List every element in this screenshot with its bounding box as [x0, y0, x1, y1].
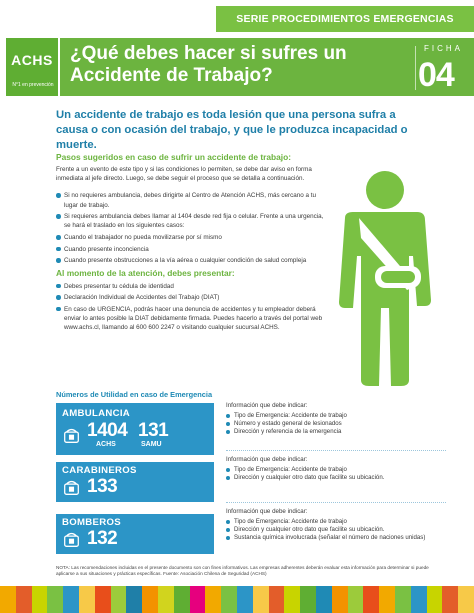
footnote: NOTA: Las recomendaciones incluidas en el presente documento son con fines informativos. Las empresas adherentes deberán evaluar esta información para determinar si puede aplicarse a sus situaciones y prácticas específicas. Fuente: Asociación Chilena de Seguridad (ACHS)	[56, 565, 429, 577]
injured-person-icon	[325, 168, 445, 388]
divider	[226, 450, 446, 451]
decorative-stripe	[0, 586, 474, 613]
list-item: Debes presentar tu cédula de identidad	[56, 282, 324, 291]
steps-heading: Pasos sugeridos en caso de sufrir un accidente de trabajo:	[56, 152, 292, 162]
bullet-icon	[56, 307, 61, 312]
steps-section	[56, 152, 324, 335]
firefighters-label: BOMBEROS	[62, 517, 121, 528]
list-item: Tipo de Emergencia: Accidente de trabajo	[226, 518, 446, 526]
bullet-icon	[56, 247, 61, 252]
phone-icon	[63, 479, 80, 496]
page-title: ¿Qué debes hacer si sufres un Accidente de Trabajo?	[70, 43, 347, 86]
list-item: Número y estado general de lesionados	[226, 420, 446, 428]
bullet-icon	[56, 258, 61, 263]
bullet-icon	[226, 422, 230, 426]
phone-number[interactable]: 1404	[87, 420, 128, 441]
info-list	[226, 518, 446, 543]
ambulance-card	[56, 403, 214, 455]
police-info	[226, 456, 446, 482]
phone-sublabel: SAMU	[141, 441, 162, 448]
steps-list	[56, 191, 324, 265]
bullet-icon	[226, 536, 230, 540]
list-item: Tipo de Emergencia: Accidente de trabajo	[226, 466, 446, 474]
bullet-icon	[56, 235, 61, 240]
police-card	[56, 462, 214, 502]
series-band	[216, 6, 474, 32]
bullet-icon	[226, 528, 230, 532]
info-list	[226, 412, 446, 437]
numbers-heading: Números de Utilidad en caso de Emergencia	[56, 390, 213, 399]
phone-number[interactable]: 133	[87, 476, 118, 497]
ambulance-info	[226, 402, 446, 437]
police-label: CARABINEROS	[62, 465, 137, 476]
list-item: Declaración Individual de Accidentes del Trabajo (DIAT)	[56, 293, 324, 302]
info-heading: Información que debe indicar:	[226, 456, 308, 463]
page-header	[60, 38, 474, 96]
phone-icon	[63, 531, 80, 548]
info-heading: Información que debe indicar:	[226, 402, 308, 409]
attention-heading: Al momento de la atención, debes presentar:	[56, 267, 235, 278]
phone-sublabel: ACHS	[96, 441, 116, 448]
series-title: SERIE PROCEDIMIENTOS EMERGENCIAS	[236, 13, 454, 25]
header-divider	[415, 46, 416, 90]
list-item: Cuando el trabajador no pueda movilizarse por sí mismo	[56, 233, 324, 242]
logo-text: ACHS	[11, 52, 53, 68]
list-item: Tipo de Emergencia: Accidente de trabajo	[226, 412, 446, 420]
info-list	[226, 466, 446, 482]
achs-logo	[6, 38, 58, 96]
phone-number[interactable]: 132	[87, 528, 118, 549]
top-bar	[0, 0, 474, 38]
bullet-icon	[56, 284, 61, 289]
phone-icon	[63, 427, 80, 444]
divider	[226, 502, 446, 503]
bullet-icon	[56, 214, 61, 219]
bullet-icon	[226, 476, 230, 480]
bullet-icon	[226, 414, 230, 418]
ficha-label: FICHA	[424, 44, 463, 53]
logo-tagline: N°1 en prevención	[12, 82, 54, 88]
list-item: Si requieres ambulancia debes llamar al 1404 desde red fija o celular. Frente a una urgencia, se hará el traslado en los siguientes casos:	[56, 212, 324, 230]
info-heading: Información que debe indicar:	[226, 508, 308, 515]
list-item: Cuando presente inconciencia	[56, 245, 324, 254]
steps-intro: Frente a un evento de este tipo y si las condiciones lo permiten, se debe dar aviso en forma inmediata al jefe directo. Luego, se debe seguir el proceso que se detalla a continuación.	[56, 166, 312, 183]
bullet-icon	[226, 430, 230, 434]
list-item: Sustancia química involucrada (señalar el número de naciones unidas)	[226, 534, 446, 542]
list-item: En caso de URGENCIA, podrás hacer una denuncia de accidentes y tu empleador deberá enviar lo antes posible la DIAT debidamente firmada. Puedes hacerlo a través del portal web www.achs.cl, llamando al 600 600 2247 o visitando cualquier sucursal ACHS.	[56, 305, 324, 333]
bullet-icon	[56, 295, 61, 300]
list-item: Cuando presente obstrucciones a la vía aérea o cualquier condición de salud compleja	[56, 256, 324, 265]
ficha-number: 04	[418, 56, 454, 94]
list-item: Dirección y referencia de la emergencia	[226, 428, 446, 436]
attention-list	[56, 282, 324, 333]
list-item: Dirección y cualquier otro dato que facilite su ubicación.	[226, 474, 446, 482]
list-item: Si no requieres ambulancia, debes dirigirte al Centro de Atención ACHS, más cercano a tu lugar de trabajo.	[56, 191, 324, 209]
lead-paragraph: Un accidente de trabajo es toda lesión que una persona sufra a causa o con ocasión del trabajo, y que le produzca incapacidad o muerte.	[56, 109, 408, 151]
bullet-icon	[226, 520, 230, 524]
firefighters-card	[56, 514, 214, 554]
ambulance-label: AMBULANCIA	[62, 408, 131, 419]
bullet-icon	[56, 193, 61, 198]
firefighters-info	[226, 508, 446, 543]
bullet-icon	[226, 468, 230, 472]
phone-number[interactable]: 131	[138, 420, 169, 441]
list-item: Dirección y cualquier otro dato que facilite su ubicación.	[226, 526, 446, 534]
